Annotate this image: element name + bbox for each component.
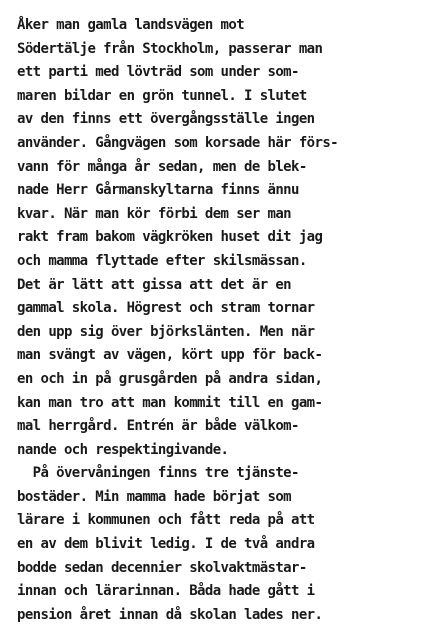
text-line: en av dem blivit ledig. I de två andra bbox=[17, 536, 315, 553]
text-line: pension året innan då skolan lades ner. bbox=[17, 606, 323, 623]
text-line: Det är lätt att gissa att det är en bbox=[17, 276, 292, 293]
text-line: gammal skola. Högrest och stram tornar bbox=[17, 300, 315, 317]
text-line: Södertälje från Stockholm, passerar man bbox=[17, 40, 323, 57]
text-line: nande och respektingivande. bbox=[17, 441, 229, 458]
text-line: bostäder. Min mamma hade börjat som bbox=[17, 488, 292, 505]
text-line: bodde sedan decennier skolvaktmästar- bbox=[17, 559, 307, 576]
text-line: av den finns ett övergångsställe ingen bbox=[17, 111, 315, 128]
text-line: ett parti med lövträd som under som- bbox=[17, 64, 299, 81]
text-line: och mamma flyttade efter skilsmässan. bbox=[17, 252, 307, 269]
text-line: lärare i kommunen och fått reda på att bbox=[17, 512, 315, 529]
text-line: den upp sig över björkslänten. Men när bbox=[17, 323, 315, 340]
body-text bbox=[17, 14, 417, 627]
text-line: kvar. När man kör förbi dem ser man bbox=[17, 205, 292, 222]
text-line: kan man tro att man kommit till en gam- bbox=[17, 394, 323, 411]
text-line: innan och lärarinnan. Båda hade gått i bbox=[17, 583, 315, 600]
text-line: nade Herr Gårmanskyltarna finns ännu bbox=[17, 182, 299, 199]
text-line: vann för många år sedan, men de blek- bbox=[17, 158, 307, 175]
text-line: mal herrgård. Entrén är både välkom- bbox=[17, 418, 299, 435]
text-line: rakt fram bakom vägkröken huset dit jag bbox=[17, 229, 323, 246]
text-line: man svängt av vägen, kört upp för back- bbox=[17, 347, 323, 364]
text-line: Åker man gamla landsvägen mot bbox=[17, 17, 245, 33]
text-line: På övervåningen finns tre tjänste- bbox=[17, 465, 299, 482]
text-line: använder. Gångvägen som korsade här förs- bbox=[17, 134, 338, 151]
text-line: maren bildar en grön tunnel. I slutet bbox=[17, 87, 307, 104]
text-line: en och in på grusgården på andra sidan, bbox=[17, 370, 323, 387]
